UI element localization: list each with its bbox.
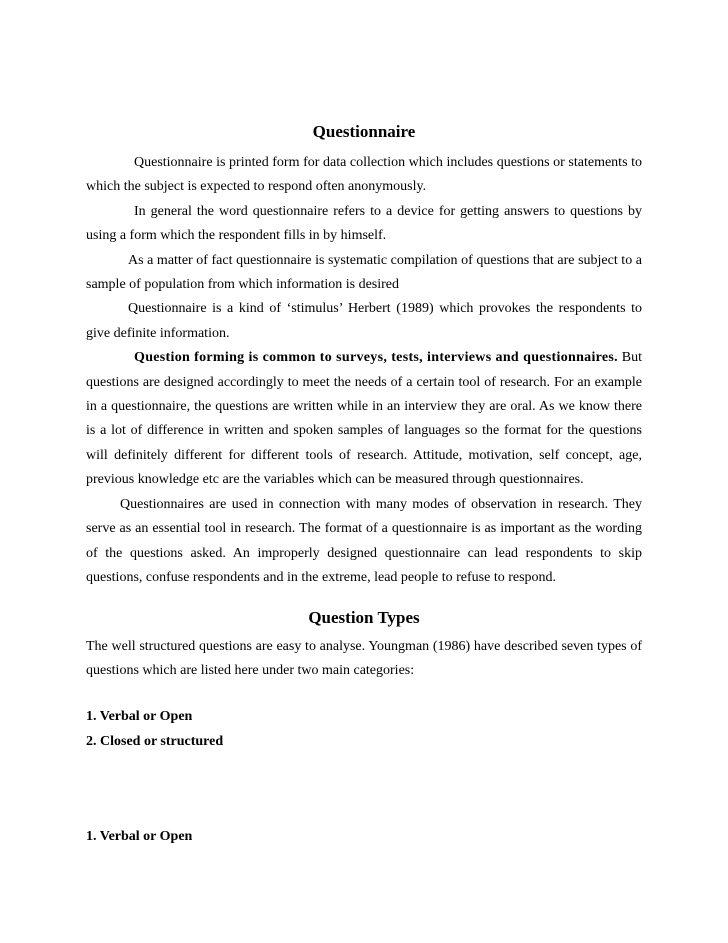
paragraph-5-lead: But <box>621 350 643 366</box>
page-title: Questionnaire <box>312 122 416 141</box>
paragraph-5 <box>86 346 642 492</box>
paragraph-3: As a matter of fact questionnaire is systematic compilation of questions that are subject to a sample of population from which information is desired <box>86 252 642 293</box>
paragraph-2: In general the word questionnaire refers to a device for getting answers to questions by using a form which the respondent fills in by himself. <box>86 203 642 244</box>
paragraph-4: Questionnaire is a kind of ‘stimulus’ Herbert (1989) which provokes the respondents to give definite information. <box>86 301 642 341</box>
paragraph-6: Questionnaires are used in connection with many modes of observation in research. They serve as an essential tool in research. The format of a questionnaire is as important as the wording of the questions asked. An improperly designed questionnaire can lead respondents to skip questions, confuse respondents and in the extreme, lead people to refuse to respond. <box>86 496 642 585</box>
paragraph-1: Questionnaire is printed form for data collection which includes questions or statements to which the subject is expected to respond often anonymously. <box>86 155 642 195</box>
paragraph-5-body: questions are designed accordingly to meet the needs of a certain tool of research. For an example in a questionnaire, the questions are written while in an interview they are oral. As we know there is a lot of difference in written and spoken samples of languages so the format for the questions will definitely different for different tools of research. Attitude, motivation, self concept, age, previous knowledge etc are the variables which can be measured through questionnaires. <box>86 374 642 488</box>
question-types-section <box>86 635 642 684</box>
list-item-closed-structured: 2. Closed or structured <box>86 734 224 749</box>
intro-section <box>86 151 642 590</box>
question-types-paragraph: The well structured questions are easy to analyse. Youngman (1986) have described seven types of questions which are listed here under two main categories: <box>86 639 642 679</box>
paragraph-5-bold: Question forming is common to surveys, tests, interviews and questionnaires. <box>134 350 618 366</box>
section-title-question-types: Question Types <box>308 608 420 627</box>
subheading-verbal-open: 1. Verbal or Open <box>86 829 193 844</box>
list-item-verbal-open: 1. Verbal or Open <box>86 709 193 724</box>
